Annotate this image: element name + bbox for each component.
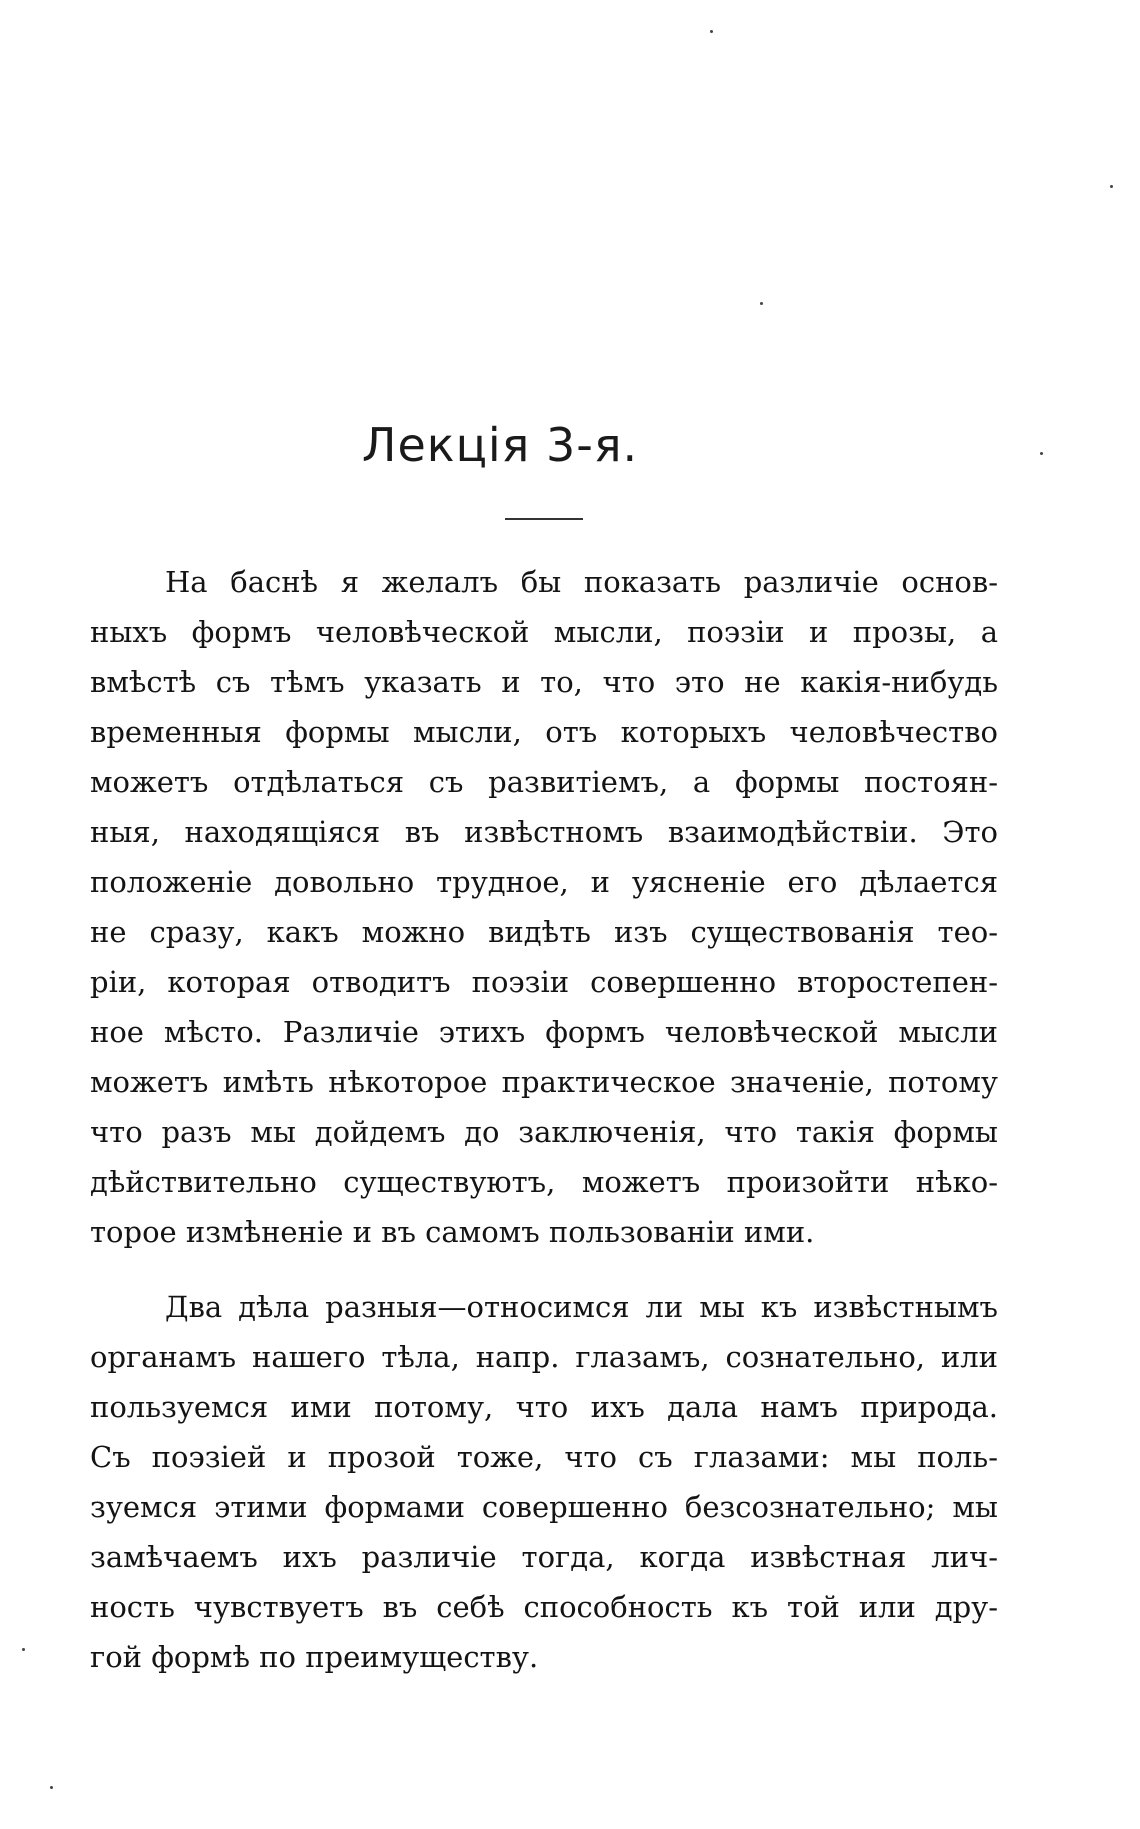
scan-speck <box>1110 185 1113 188</box>
text-line: ность чувствуетъ въ себѣ способность къ той или дру- <box>90 1590 998 1624</box>
text-line: можетъ имѣть нѣкоторое практическое значеніе, потому <box>90 1065 998 1099</box>
text-line: не сразу, какъ можно видѣть изъ существованія тео- <box>90 915 998 949</box>
text-line: гой формѣ по преимуществу. <box>90 1640 539 1674</box>
text-line: дѣйствительно существуютъ, можетъ произойти нѣко- <box>90 1165 998 1199</box>
text-line: ріи, которая отводитъ поэзіи совершенно второстепен- <box>90 965 998 999</box>
text-line: ныя, находящіяся въ извѣстномъ взаимодѣйствіи. Это <box>90 815 998 849</box>
title-divider <box>505 518 583 520</box>
scan-speck <box>50 1786 53 1789</box>
text-line: органамъ нашего тѣла, напр. глазамъ, сознательно, или <box>90 1340 998 1374</box>
scan-speck <box>22 1648 25 1651</box>
lecture-title: Лекція 3-я. <box>361 418 639 472</box>
text-line: зуемся этими формами совершенно безсознательно; мы <box>90 1490 998 1524</box>
text-line: Съ поэзіей и прозой тоже, что съ глазами: мы поль- <box>90 1440 998 1474</box>
text-line: пользуемся ими потому, что ихъ дала намъ природа. <box>90 1390 998 1424</box>
paragraph-2 <box>90 1282 998 1682</box>
scan-speck <box>760 302 763 305</box>
text-line: торое измѣненіе и въ самомъ пользованіи ими. <box>90 1215 815 1249</box>
scan-speck <box>710 30 713 33</box>
text-line: Два дѣла разныя—относимся ли мы къ извѣстнымъ <box>165 1290 998 1324</box>
text-line: положеніе довольно трудное, и уясненіе его дѣлается <box>90 865 998 899</box>
paragraph-1 <box>90 557 998 1257</box>
text-line: что разъ мы дойдемъ до заключенія, что такія формы <box>90 1115 998 1149</box>
scan-speck <box>1040 452 1043 455</box>
text-line: замѣчаемъ ихъ различіе тогда, когда извѣстная лич- <box>90 1540 998 1574</box>
text-line: ныхъ формъ человѣческой мысли, поэзіи и прозы, а <box>90 615 998 649</box>
text-line: вмѣстѣ съ тѣмъ указать и то, что это не какія-нибудь <box>90 665 998 699</box>
text-line: На баснѣ я желалъ бы показать различіе основ- <box>165 565 998 599</box>
text-line: можетъ отдѣлаться съ развитіемъ, а формы постоян- <box>90 765 998 799</box>
text-line: ное мѣсто. Различіе этихъ формъ человѣческой мысли <box>90 1015 998 1049</box>
text-line: временныя формы мысли, отъ которыхъ человѣчество <box>90 715 998 749</box>
